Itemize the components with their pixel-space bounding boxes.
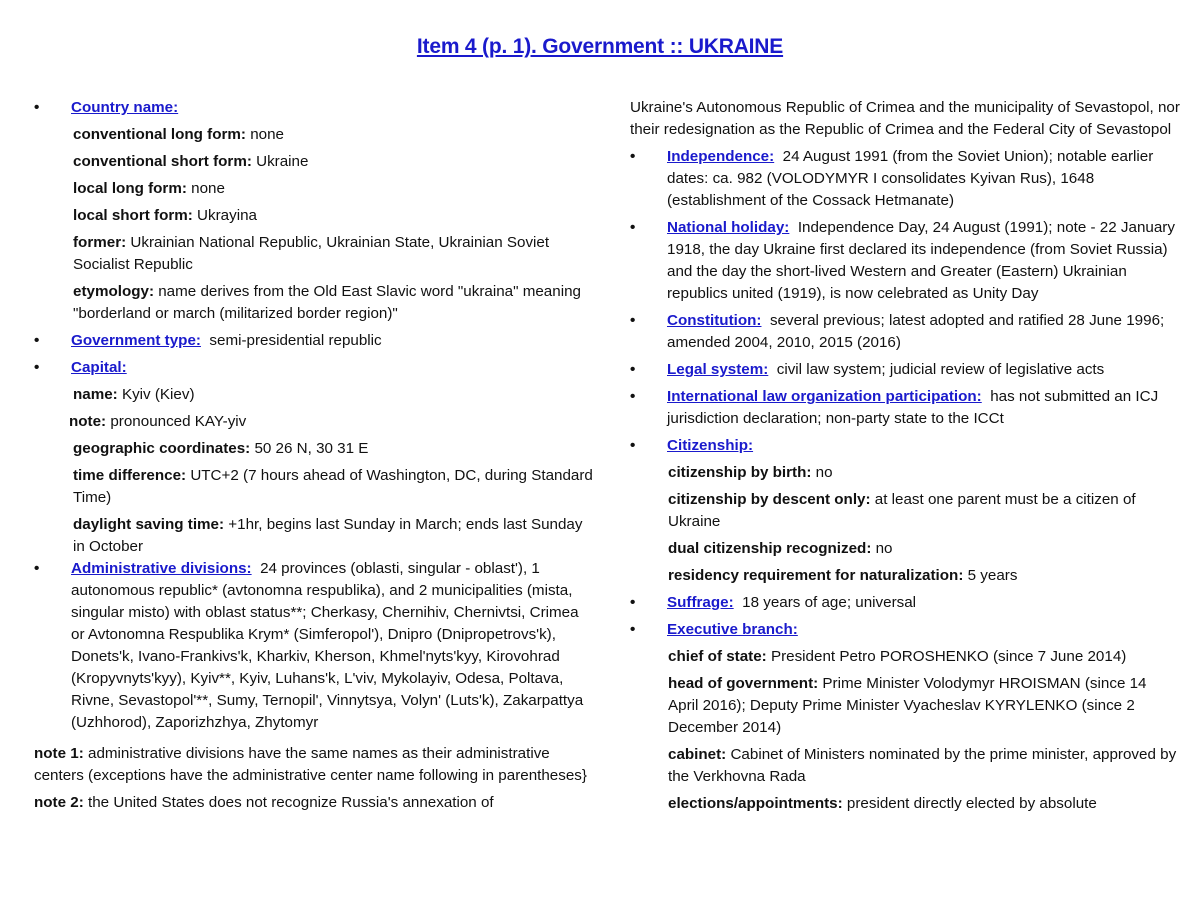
field-value: at least one parent must be a citizen of Ukraine: [668, 491, 1136, 530]
field-value: 5 years: [963, 567, 1018, 584]
field-capital-note: [34, 411, 594, 433]
field-value: Ukraine: [251, 153, 309, 170]
administrative-divisions-value: 24 provinces (oblasti, singular - oblast'), 1 autonomous republic* (avtonomna respublika), and 2 municipalities (mista, singular misto) with oblast status**; Cherkasy, Chernihiv, Chernivtsi, Crimea or Avtonomna Respublika Krym* (Simferopol'), Dnipro (Dnipropetrovs'k), Donets'k, Ivano-Frankivs'k, Kharkiv, Kherson, Khmel'nyts'kyy, Kirovohrad (Kropyvnyts'kyy), Kyiv**, Kyiv, Luhans'k, L'viv, Mykolayiv, Odesa, Poltava, Rivne, Sevastopol'**, Sumy, Ternopil', Vinnytsya, Volyn' (Luts'k), Zakarpattya (Uzhhorod), Zaporizhzhya, Zhytomyr: [71, 560, 584, 731]
field-value: Kyiv (Kiev): [117, 386, 195, 403]
section-government-type: [34, 330, 594, 352]
bullet-icon: •: [34, 99, 40, 116]
bullet-icon: •: [34, 359, 40, 376]
field-value: Ukrayina: [192, 207, 257, 224]
field-label: citizenship by descent only:: [668, 491, 871, 508]
field-dual-citizenship: [630, 538, 1180, 560]
government-type-link[interactable]: Government type:: [71, 332, 201, 349]
field-value: no: [871, 540, 893, 557]
section-citizenship: [630, 435, 1180, 457]
note-2: [34, 792, 594, 814]
national-holiday-link[interactable]: National holiday:: [667, 219, 790, 236]
note-label: note 2:: [34, 794, 84, 811]
field-conventional-long-form: [34, 124, 594, 146]
bullet-icon: •: [630, 388, 636, 405]
field-label: cabinet:: [668, 746, 727, 763]
field-label: time difference:: [73, 467, 187, 484]
section-international-law: [630, 386, 1180, 430]
legal-system-link[interactable]: Legal system:: [667, 361, 769, 378]
section-capital: [34, 357, 594, 379]
field-label: residency requirement for naturalization:: [668, 567, 964, 584]
section-country-name: [34, 97, 594, 119]
bullet-icon: •: [630, 437, 636, 454]
field-value: 50 26 N, 30 31 E: [250, 440, 369, 457]
field-value: UTC+2 (7 hours ahead of Washington, DC, during Standard Time): [73, 467, 593, 506]
suffrage-link[interactable]: Suffrage:: [667, 594, 734, 611]
field-label: local long form:: [73, 180, 187, 197]
field-label: daylight saving time:: [73, 516, 225, 533]
bullet-icon: •: [630, 148, 636, 165]
field-capital-name: [34, 384, 594, 406]
note-1: [34, 743, 594, 787]
field-label: elections/appointments:: [668, 795, 843, 812]
field-value: name derives from the Old East Slavic word "ukraina" meaning "borderland or march (militarized border region)": [73, 283, 581, 322]
field-label: etymology:: [73, 283, 155, 300]
bullet-icon: •: [34, 332, 40, 349]
field-label: conventional long form:: [73, 126, 246, 143]
capital-link[interactable]: Capital:: [71, 359, 127, 376]
field-chief-of-state: [630, 646, 1180, 668]
section-national-holiday: [630, 217, 1180, 305]
note-2-continuation: Ukraine's Autonomous Republic of Crimea and the municipality of Sevastopol, nor their redesignation as the Republic of Crimea and the Federal City of Sevastopol: [630, 99, 1180, 138]
executive-branch-link[interactable]: Executive branch:: [667, 621, 798, 638]
field-time-difference: [34, 465, 594, 509]
field-conventional-short-form: [34, 151, 594, 173]
independence-value: 24 August 1991 (from the Soviet Union); notable earlier dates: ca. 982 (VOLODYMYR I consolidates Kyivan Rus), 1648 (establishment of the Cossack Hetmanate): [667, 148, 1154, 209]
field-geographic-coordinates: [34, 438, 594, 460]
page-title[interactable]: Item 4 (p. 1). Government :: UKRAINE: [416, 35, 784, 58]
field-label: local short form:: [73, 207, 193, 224]
government-type-value: semi-presidential republic: [209, 332, 382, 349]
field-value: pronounced KAY-yiv: [106, 413, 247, 430]
field-label: note:: [69, 413, 107, 430]
field-value: none: [186, 180, 225, 197]
field-value: President Petro POROSHENKO (since 7 June 2014): [766, 648, 1127, 665]
constitution-link[interactable]: Constitution:: [667, 312, 762, 329]
field-local-long-form: [34, 178, 594, 200]
bullet-icon: •: [630, 621, 636, 638]
constitution-value: several previous; latest adopted and ratified 28 June 1996; amended 2004, 2010, 2015 (2016): [667, 312, 1165, 351]
field-label: dual citizenship recognized:: [668, 540, 872, 557]
right-column: [630, 97, 1180, 820]
field-etymology: [34, 281, 594, 325]
field-value: +1hr, begins last Sunday in March; ends last Sunday in October: [73, 516, 583, 555]
section-suffrage: [630, 592, 1180, 614]
note-label: note 1:: [34, 745, 84, 762]
section-independence: [630, 146, 1180, 212]
note-value: the United States does not recognize Russia's annexation of: [83, 794, 494, 811]
bullet-icon: •: [630, 312, 636, 329]
field-former: [34, 232, 594, 276]
field-elections-appointments: [630, 793, 1180, 815]
field-cabinet: [630, 744, 1180, 788]
field-value: president directly elected by absolute: [842, 795, 1097, 812]
field-citizenship-by-descent: [630, 489, 1180, 533]
field-label: conventional short form:: [73, 153, 252, 170]
legal-system-value: civil law system; judicial review of legislative acts: [776, 361, 1105, 378]
field-label: chief of state:: [668, 648, 767, 665]
bullet-icon: •: [630, 219, 636, 236]
bullet-icon: •: [34, 560, 40, 577]
field-residency-requirement: [630, 565, 1180, 587]
field-daylight-saving-time: [34, 514, 594, 558]
section-constitution: [630, 310, 1180, 354]
field-label: head of government:: [668, 675, 819, 692]
field-head-of-government: [630, 673, 1180, 739]
section-executive-branch: [630, 619, 1180, 641]
suffrage-value: 18 years of age; universal: [742, 594, 917, 611]
field-value: Cabinet of Ministers nominated by the prime minister, approved by the Verkhovna Rada: [668, 746, 1177, 785]
independence-link[interactable]: Independence:: [667, 148, 775, 165]
section-legal-system: [630, 359, 1180, 381]
country-name-link[interactable]: Country name:: [71, 99, 179, 116]
note-value: administrative divisions have the same names as their administrative centers (exceptions have the administrative center name following in parentheses}: [34, 745, 587, 784]
citizenship-link[interactable]: Citizenship:: [667, 437, 754, 454]
international-law-value: has not submitted an ICJ jurisdiction declaration; non-party state to the ICCt: [667, 388, 1159, 427]
field-label: name:: [73, 386, 118, 403]
field-local-short-form: [34, 205, 594, 227]
national-holiday-value: Independence Day, 24 August (1991); note - 22 January 1918, the day Ukraine first declared its independence (from Soviet Russia) and the day the short-lived Western and Greater (Eastern) Ukrainian republics united (1919), is now celebrated as Unity Day: [667, 219, 1175, 302]
field-citizenship-by-birth: [630, 462, 1180, 484]
field-label: former:: [73, 234, 127, 251]
field-label: citizenship by birth:: [668, 464, 812, 481]
left-column: [34, 97, 594, 819]
international-law-link[interactable]: International law organization participation:: [667, 388, 982, 405]
field-label: geographic coordinates:: [73, 440, 251, 457]
administrative-divisions-link[interactable]: Administrative divisions:: [71, 560, 252, 577]
bullet-icon: •: [630, 361, 636, 378]
field-value: Prime Minister Volodymyr HROISMAN (since 14 April 2016); Deputy Prime Minister Vyacheslav KYRYLENKO (since 2 December 2014): [668, 675, 1147, 736]
section-administrative-divisions: [34, 558, 594, 734]
field-value: Ukrainian National Republic, Ukrainian State, Ukrainian Soviet Socialist Republic: [73, 234, 550, 273]
field-value: none: [245, 126, 284, 143]
field-value: no: [811, 464, 833, 481]
bullet-icon: •: [630, 594, 636, 611]
